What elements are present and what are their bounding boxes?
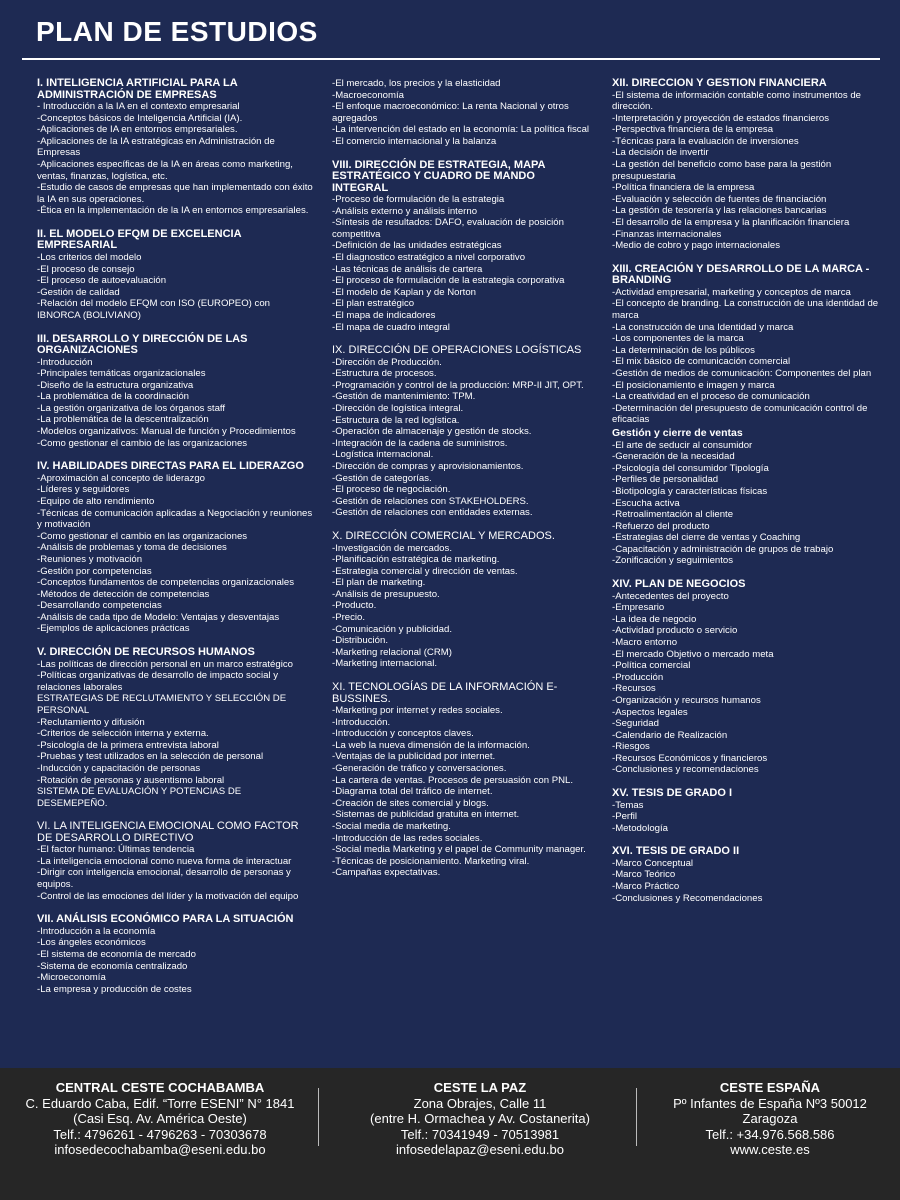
section-title: XIV. PLAN DE NEGOCIOS	[612, 578, 746, 591]
topic-item: -Líderes y seguidores	[37, 484, 130, 496]
office-detail: Telf.: 70341949 - 70513981	[400, 1126, 560, 1142]
topic-item: -Metodología	[612, 822, 668, 834]
topic-item: -Marco Conceptual	[612, 857, 694, 869]
topic-item: -Conclusiones y recomendaciones	[612, 764, 759, 776]
page-title: PLAN DE ESTUDIOS	[36, 16, 318, 47]
section-title: I. INTELIGENCIA ARTIFICIAL PARA LA ADMINISTRACIÓN DE EMPRESAS	[37, 78, 238, 101]
footer-divider	[318, 1088, 319, 1146]
topic-item: -Técnicas de comunicación aplicadas a Negociación y reuniones y motivación	[37, 507, 313, 531]
topic-item: -Zonificación y seguimientos	[612, 555, 734, 567]
topic-item: -La web la nueva dimensión de la información.	[332, 739, 530, 751]
topic-item: -La intervención del estado en la economía: La política fiscal	[332, 124, 590, 136]
topic-item: -La gestión organizativa de los órganos staff	[37, 402, 226, 414]
section-title: IV. HABILIDADES DIRECTAS PARA EL LIDERAZGO	[37, 460, 304, 473]
section-title: XV. TESIS DE GRADO I	[612, 787, 733, 800]
course-section	[332, 78, 594, 148]
topic-item: SISTEMA DE EVALUACIÓN Y POTENCIAS DE DESEMEPEÑO.	[37, 786, 242, 809]
topic-item: -La empresa y producción de costes	[37, 983, 192, 995]
topic-item: -Control de las emociones del líder y la motivación del equipo	[37, 890, 299, 902]
topic-item: -Producto.	[332, 600, 377, 612]
topic-item: -Conclusiones y Recomendaciones	[612, 892, 763, 904]
topic-item: -Gestión de calidad	[37, 286, 120, 298]
course-section	[37, 229, 313, 322]
topic-item: -El proceso de consejo	[37, 263, 135, 275]
topic-item: -Análisis de cada tipo de Modelo: Ventajas y desventajas	[37, 611, 280, 623]
topic-item: -El mix básico de comunicación comercial	[612, 356, 791, 368]
topic-list	[37, 473, 313, 635]
topic-item: -El sistema de economía de mercado	[37, 948, 196, 960]
topic-item: -Gestión de mantenimiento: TPM.	[332, 391, 476, 403]
office-detail: Telf.: +34.976.568.586	[705, 1126, 835, 1142]
topic-item: -La inteligencia emocional como nueva forma de interactuar	[37, 855, 292, 867]
topic-item: -Definición de las unidades estratégicas	[332, 240, 502, 252]
course-section	[612, 788, 880, 834]
topic-item: -Ejemplos de aplicaciones prácticas	[37, 623, 190, 635]
topic-item: -Marco Práctico	[612, 881, 680, 893]
topic-item: -Seguridad	[612, 718, 659, 730]
topic-item: -Retroalimentación al cliente	[612, 509, 734, 521]
topic-item: -Actividad empresarial, marketing y conceptos de marca	[612, 286, 851, 298]
topic-item: -Calendario de Realización	[612, 729, 728, 741]
topic-list	[612, 858, 880, 904]
topic-item: -Introducción.	[332, 716, 391, 728]
topic-item: -La gestión de tesorería y las relaciones bancarias	[612, 205, 827, 217]
topic-item: -Las políticas de dirección personal en un marco estratégico	[37, 658, 293, 670]
topic-item: -Modelos organizativos: Manual de función y Procedimientos	[37, 426, 296, 438]
topic-item: -Diagrama total del tráfico de internet.	[332, 786, 493, 798]
topic-list	[332, 78, 594, 148]
office-detail: Zona Obrajes, Calle 11	[413, 1095, 547, 1111]
topic-item: -El posicionamiento e imagen y marca	[612, 379, 775, 391]
topic-item: -Recursos Económicos y financieros	[612, 752, 768, 764]
topic-item: -Creación de sites comercial y blogs.	[332, 797, 489, 809]
section-title: XVI. TESIS DE GRADO II	[612, 845, 740, 858]
topic-item: -Relación del modelo EFQM con ISO (EUROPEO) con IBNORCA (BOLIVIANO)	[37, 298, 270, 321]
topic-item: -Los ángeles económicos	[37, 937, 146, 949]
topic-item: -Estrategia comercial y dirección de ventas.	[332, 565, 518, 577]
section-title: IX. DIRECCIÓN DE OPERACIONES LOGÍSTICAS	[332, 344, 582, 357]
topic-item: -Escucha activa	[612, 497, 680, 509]
course-section	[612, 78, 880, 252]
topic-item: -Pruebas y test utilizados en la selección de personal	[37, 751, 264, 763]
topic-item: -La decisión de invertir	[612, 147, 709, 159]
topic-item: -Biotipología y características físicas	[612, 485, 768, 497]
page-header	[0, 0, 900, 62]
course-section	[37, 821, 313, 902]
topic-list	[612, 591, 880, 777]
topic-item: -Antecedentes del proyecto	[612, 590, 729, 602]
topic-item: -El mercado, los precios y la elasticidad	[332, 78, 501, 89]
topic-list	[332, 194, 594, 333]
topic-list	[37, 844, 313, 902]
topic-item: -El concepto de branding. La construcción de una identidad de marca	[612, 298, 879, 321]
topic-item: -Criterios de selección interna y externa.	[37, 728, 209, 740]
topic-item: -Riesgos	[612, 741, 650, 753]
topic-item: -El diagnostico estratégico a nivel corporativo	[332, 252, 526, 264]
topic-item: -Producción	[612, 671, 664, 683]
topic-item: -Planificación estratégica de marketing.	[332, 554, 500, 566]
course-section	[332, 345, 594, 519]
topic-item: -Aproximación al concepto de liderazgo	[37, 472, 205, 484]
course-section	[332, 531, 594, 670]
topic-item: -Campañas expectativas.	[332, 867, 441, 879]
topic-item: -Conceptos básicos de Inteligencia Artificial (IA).	[37, 112, 243, 124]
course-section	[37, 334, 313, 450]
office-detail: C. Eduardo Caba, Edif. “Torre ESENI” N° 1841	[25, 1095, 295, 1111]
topic-item: -Refuerzo del producto	[612, 520, 710, 532]
topic-item: -Precio.	[332, 612, 366, 624]
topic-item: -Aplicaciones de IA en entornos empresariales.	[37, 124, 238, 136]
office-detail: www.ceste.es	[730, 1142, 810, 1157]
topic-item: -Introducción	[37, 356, 93, 368]
section-title: VIII. DIRECCIÓN DE ESTRATEGIA, MAPA ESTRATÉGICO Y CUADRO DE MANDO INTEGRAL	[332, 158, 546, 194]
topic-item: -Gestión por competencias	[37, 565, 152, 577]
topic-item: -Desarrollando competencias	[37, 600, 162, 612]
topic-item: -Empresario	[612, 602, 665, 614]
topic-list	[332, 543, 594, 671]
topic-item: -La idea de negocio	[612, 613, 697, 625]
course-section	[612, 846, 880, 904]
course-section	[332, 682, 594, 879]
topic-item: -Microeconomía	[37, 972, 106, 984]
column-2	[332, 78, 594, 1063]
topic-item: -El sistema de información contable como instrumentos de dirección.	[612, 89, 862, 113]
topic-list	[37, 659, 313, 810]
office-cochabamba	[20, 1080, 300, 1158]
section-title: X. DIRECCIÓN COMERCIAL Y MERCADOS.	[332, 530, 555, 542]
topic-item: -Como gestionar el cambio en las organizaciones	[37, 530, 248, 542]
topic-item: -El proceso de negociación.	[332, 484, 451, 496]
topic-item: -Organización y recursos humanos	[612, 694, 761, 706]
office-detail: (Casi Esq. Av. América Oeste)	[73, 1111, 247, 1126]
office-espana	[640, 1080, 900, 1158]
topic-item: -Estructura de la red logística.	[332, 414, 460, 426]
topic-item: -El proceso de formulación de la estrategia corporativa	[332, 275, 565, 287]
topic-item: -El modelo de Kaplan y de Norton	[332, 286, 476, 298]
topic-item: -Dirección de compras y aprovisionamientos.	[332, 461, 524, 473]
topic-list	[37, 926, 313, 996]
topic-item: -Integración de la cadena de suministros.	[332, 437, 508, 449]
topic-list	[37, 101, 313, 217]
topic-item: -La construcción de una Identidad y marca	[612, 321, 794, 333]
topic-item: -El desarrollo de la empresa y la planificación financiera	[612, 217, 850, 229]
topic-item: -Generación de la necesidad	[612, 451, 735, 463]
topic-item: -Interpretación y proyección de estados financieros	[612, 112, 830, 124]
topic-item: -Introducción y conceptos claves.	[332, 728, 474, 740]
topic-item: -Medio de cobro y pago internacionales	[612, 240, 780, 252]
office-detail: Telf.: 4796261 - 4796263 - 70303678	[53, 1126, 267, 1142]
office-detail: Pº Infantes de España Nº3 50012	[673, 1095, 867, 1111]
topic-item: -Marketing por internet y redes sociales.	[332, 705, 503, 717]
topic-list	[37, 252, 313, 322]
section-title: V. DIRECCIÓN DE RECURSOS HUMANOS	[37, 646, 255, 659]
topic-item: -Política financiera de la empresa	[612, 182, 755, 194]
topic-item: -Finanzas internacionales	[612, 228, 722, 240]
topic-item: -Recursos	[612, 683, 656, 695]
office-name: CESTE ESPAÑA	[719, 1080, 821, 1095]
topic-item: -El plan estratégico	[332, 298, 415, 310]
section-title: VII. ANÁLISIS ECONÓMICO PARA LA SITUACIÓN	[37, 913, 294, 926]
topic-item: -Los componentes de la marca	[612, 333, 744, 345]
topic-item: -Política comercial	[612, 660, 691, 672]
topic-item: -Técnicas para la evaluación de inversiones	[612, 135, 799, 147]
topic-item: -Gestión de medios de comunicación: Componentes del plan	[612, 367, 872, 379]
topic-item: -La problemática de la coordinación	[37, 391, 189, 403]
curriculum-columns	[0, 78, 900, 1063]
topic-item: -Ventajas de la publicidad por internet.	[332, 751, 496, 763]
footer-divider	[636, 1088, 637, 1146]
subsection-title: Gestión y cierre de ventas	[612, 426, 743, 439]
topic-item: -Psicología del consumidor Tipología	[612, 462, 769, 474]
section-title: III. DESARROLLO Y DIRECCIÓN DE LAS ORGANIZACIONES	[37, 332, 248, 356]
topic-list	[37, 357, 313, 450]
section-title: II. EL MODELO EFQM DE EXCELENCIA EMPRESARIAL	[37, 227, 242, 252]
office-detail: Zaragoza	[742, 1111, 798, 1126]
course-section	[612, 264, 880, 567]
topic-item: -Gestión de categorías.	[332, 472, 432, 484]
topic-item: -El mapa de cuadro integral	[332, 321, 450, 333]
topic-item: -Principales temáticas organizacionales	[37, 368, 206, 380]
topic-item: -Reclutamiento y difusión	[37, 716, 145, 728]
topic-item: -Ética en la implementación de la IA en entornos empresariales.	[37, 205, 309, 217]
topic-item: -Métodos de detección de competencias	[37, 588, 210, 600]
topic-item: -Políticas organizativas de desarrollo de impacto social y relaciones laborales	[37, 670, 279, 693]
footer	[0, 1068, 900, 1200]
topic-item: -Síntesis de resultados: DAFO, evaluación de posición competitiva	[332, 217, 564, 240]
topic-item: -Dirección de Producción.	[332, 356, 442, 368]
topic-list	[612, 287, 880, 567]
topic-list	[332, 357, 594, 519]
topic-item: ESTRATEGIAS DE RECLUTAMIENTO Y SELECCIÓN DE PERSONAL	[37, 693, 287, 716]
topic-item: -Inducción y capacitación de personas	[37, 762, 201, 774]
column-1	[37, 78, 313, 1063]
section-title: XIII. CREACIÓN Y DESARROLLO DE LA MARCA - BRANDING	[612, 262, 870, 287]
topic-item: -Gestión de relaciones con entidades externas.	[332, 507, 533, 519]
office-name: CESTE LA PAZ	[433, 1080, 527, 1095]
topic-item: -La cartera de ventas. Procesos de persuasión con PNL.	[332, 774, 574, 786]
topic-item: -Generación de tráfico y conversaciones.	[332, 763, 507, 774]
course-section	[612, 579, 880, 776]
topic-item: -El proceso de autoevaluación	[37, 275, 167, 287]
topic-item: -Marketing internacional.	[332, 658, 438, 670]
topic-item: -Sistemas de publicidad gratuita en internet.	[332, 809, 520, 821]
topic-item: -Estudio de casos de empresas que han implementado con éxito la IA en sus operaciones.	[37, 182, 313, 205]
topic-item: -El mercado Objetivo o mercado meta	[612, 648, 774, 660]
topic-item: -El factor humano: Últimas tendencia	[37, 844, 195, 856]
topic-item: -Marco Teórico	[612, 869, 676, 881]
topic-item: -Logística internacional.	[332, 449, 434, 461]
topic-item: -Análisis externo y análisis interno	[332, 205, 478, 217]
topic-item: -Macroeconomía	[332, 89, 404, 101]
topic-item: -Dirigir con inteligencia emocional, desarrollo de personas y equipos.	[37, 867, 291, 891]
office-la-paz	[330, 1080, 630, 1158]
topic-item: -Perfil	[612, 811, 638, 823]
office-detail: (entre H. Ormachea y Av. Costanerita)	[370, 1111, 590, 1126]
topic-item: -Social media Marketing y el papel de Community manager.	[332, 844, 586, 856]
topic-item: -Reuniones y motivación	[37, 553, 143, 565]
topic-item: -La determinación de los públicos	[612, 344, 755, 356]
topic-item: -Perfiles de personalidad	[612, 474, 719, 486]
topic-item: -Aspectos legales	[612, 706, 688, 718]
course-section	[37, 78, 313, 217]
topic-list	[612, 800, 880, 835]
topic-item: -Sistema de economía centralizado	[37, 960, 188, 972]
office-detail: infosedelapaz@eseni.edu.bo	[396, 1142, 564, 1157]
topic-item: -Programación y control de la producción: MRP-II JIT, OPT.	[332, 379, 584, 391]
topic-item: -Capacitación y administración de grupos de trabajo	[612, 543, 834, 555]
course-section	[37, 647, 313, 809]
topic-item: -Investigación de mercados.	[332, 542, 452, 554]
course-section	[332, 160, 594, 334]
topic-item: -Proceso de formulación de la estrategia	[332, 194, 505, 206]
topic-item: -Aplicaciones de la IA estratégicas en Administración de Empresas	[37, 135, 275, 159]
topic-item: -La gestión del beneficio como base para la gestión presupuestaria	[612, 159, 832, 182]
topic-item: -Los criterios del modelo	[37, 251, 142, 263]
topic-item: -El plan de marketing.	[332, 577, 426, 589]
topic-item: -Temas	[612, 799, 644, 811]
topic-item: -La creatividad en el proceso de comunicación	[612, 391, 810, 403]
section-title: XII. DIRECCIÓN Y GESTIÓN FINANCIERA	[612, 78, 827, 89]
topic-item: -Estrategias del cierre de ventas y Coaching	[612, 532, 801, 544]
topic-item: -Análisis de problemas y toma de decisiones	[37, 542, 227, 554]
office-detail: infosedecochabamba@eseni.edu.bo	[54, 1142, 266, 1157]
column-3	[612, 78, 880, 1063]
course-section	[37, 914, 313, 995]
topic-item: -Conceptos fundamentos de competencias organizacionales	[37, 577, 295, 589]
topic-item: -Equipo de alto rendimiento	[37, 495, 155, 507]
topic-item: -Las técnicas de análisis de cartera	[332, 263, 483, 275]
topic-item: -Evaluación y selección de fuentes de financiación	[612, 193, 827, 205]
topic-item: -Distribución.	[332, 635, 388, 647]
office-name: CENTRAL CESTE COCHABAMBA	[55, 1080, 265, 1095]
topic-item: -Psicología de la primera entrevista laboral	[37, 739, 219, 751]
topic-item: -El comercio internacional y la balanza	[332, 135, 497, 147]
topic-item: -Diseño de la estructura organizativa	[37, 379, 194, 391]
topic-item: -Estructura de procesos.	[332, 368, 437, 380]
course-section	[37, 461, 313, 635]
topic-item: -Gestión de relaciones con STAKEHOLDERS.	[332, 495, 529, 507]
topic-list	[612, 90, 880, 252]
topic-item: -Aplicaciones específicas de la IA en áreas como marketing, ventas, finanzas, logística, etc.	[37, 158, 293, 182]
topic-item: -Perspectiva financiera de la empresa	[612, 124, 774, 136]
topic-item: - Introducción a la IA en el contexto empresarial	[37, 101, 240, 112]
topic-item: -El mapa de indicadores	[332, 310, 436, 321]
topic-item: -El arte de seducir al consumidor	[612, 439, 753, 451]
topic-item: -El enfoque macroeconómico: La renta Nacional y otros agregados	[332, 101, 569, 124]
section-title: VI. LA INTELIGENCIA EMOCIONAL COMO FACTOR DE DESARROLLO DIRECTIVO	[37, 820, 299, 844]
topic-item: -Análisis de presupuesto.	[332, 588, 440, 600]
section-title: XI. TECNOLOGÍAS DE LA INFORMACIÓN E-BUSSINES.	[332, 681, 558, 705]
topic-item: -Comunicación y publicidad.	[332, 623, 452, 635]
topic-item: -Introducción a la economía	[37, 925, 156, 937]
topic-item: -Actividad producto o servicio	[612, 625, 738, 637]
topic-item: -Social media de marketing.	[332, 820, 451, 832]
topic-item: -Determinación del presupuesto de comunicación control de eficacias	[612, 402, 868, 426]
topic-item: -Dirección de logística integral.	[332, 403, 464, 415]
topic-item: -Introducción de las redes sociales.	[332, 832, 483, 844]
topic-item: -Técnicas de posicionamiento. Marketing viral.	[332, 855, 530, 867]
topic-item: -Macro entorno	[612, 636, 678, 648]
topic-item: -Marketing relacional (CRM)	[332, 646, 452, 658]
title-underline	[22, 58, 880, 60]
topic-item: -Rotación de personas y ausentismo laboral	[37, 774, 225, 786]
topic-list	[332, 705, 594, 879]
topic-item: -Como gestionar el cambio de las organizaciones	[37, 437, 248, 449]
topic-item: -Operación de almacenaje y gestión de stocks.	[332, 426, 532, 438]
topic-item: -La problemática de la descentralización	[37, 414, 209, 426]
